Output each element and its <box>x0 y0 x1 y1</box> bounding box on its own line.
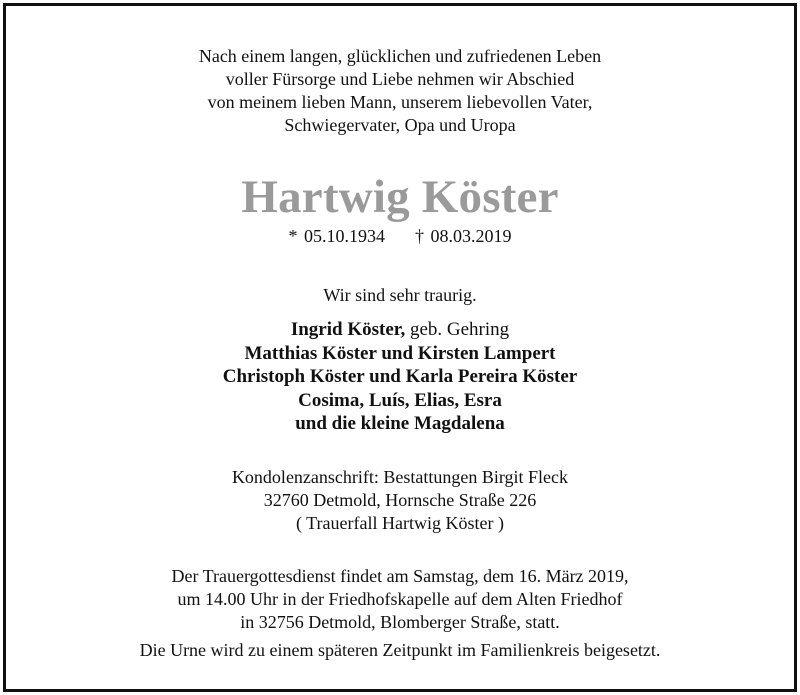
address-line: 32760 Detmold, Hornsche Straße 226 <box>263 490 537 510</box>
intro-line: von meinem lieben Mann, unserem liebevollen Vater, <box>207 92 593 112</box>
deceased-name: Hartwig Köster <box>241 171 559 223</box>
intro-text <box>6 45 794 137</box>
family-line: Christoph Köster und Karla Pereira Köster <box>222 366 578 387</box>
family-line: und die kleine Magdalena <box>295 413 505 434</box>
intro-line: voller Fürsorge und Liebe nehmen wir Abschied <box>225 69 575 89</box>
family-line <box>6 318 794 342</box>
address-line: ( Trauerfall Hartwig Köster ) <box>296 513 504 533</box>
family-line: Cosima, Luís, Elias, Esra <box>298 389 502 411</box>
service-line: um 14.00 Uhr in der Friedhofskapelle auf dem Alten Friedhof <box>177 589 623 609</box>
obituary-notice <box>3 3 797 692</box>
widow-name: Ingrid Köster, <box>290 319 406 340</box>
birth-date: * 05.10.1934 <box>288 226 385 246</box>
family-line: Matthias Köster und Kirsten Lampert <box>244 342 556 364</box>
intro-line: Schwiegervater, Opa und Uropa <box>284 115 516 135</box>
service-line: Der Trauergottesdienst findet am Samstag, dem 16. März 2019, <box>171 566 629 586</box>
sad-line: Wir sind sehr traurig. <box>323 285 477 305</box>
widow-maiden-name: geb. Gehring <box>405 319 510 340</box>
funeral-service-info <box>6 565 794 634</box>
death-date: † 08.03.2019 <box>415 226 512 246</box>
family-members <box>6 318 794 436</box>
condolence-address <box>6 466 794 535</box>
life-dates <box>6 225 794 247</box>
service-line: in 32756 Detmold, Blomberger Straße, statt. <box>240 612 560 632</box>
intro-line: Nach einem langen, glücklichen und zufriedenen Leben <box>198 46 602 66</box>
urn-note: Die Urne wird zu einem späteren Zeitpunkt im Familienkreis beigesetzt. <box>139 640 661 660</box>
address-line: Kondolenzanschrift: Bestattungen Birgit Fleck <box>231 467 569 487</box>
